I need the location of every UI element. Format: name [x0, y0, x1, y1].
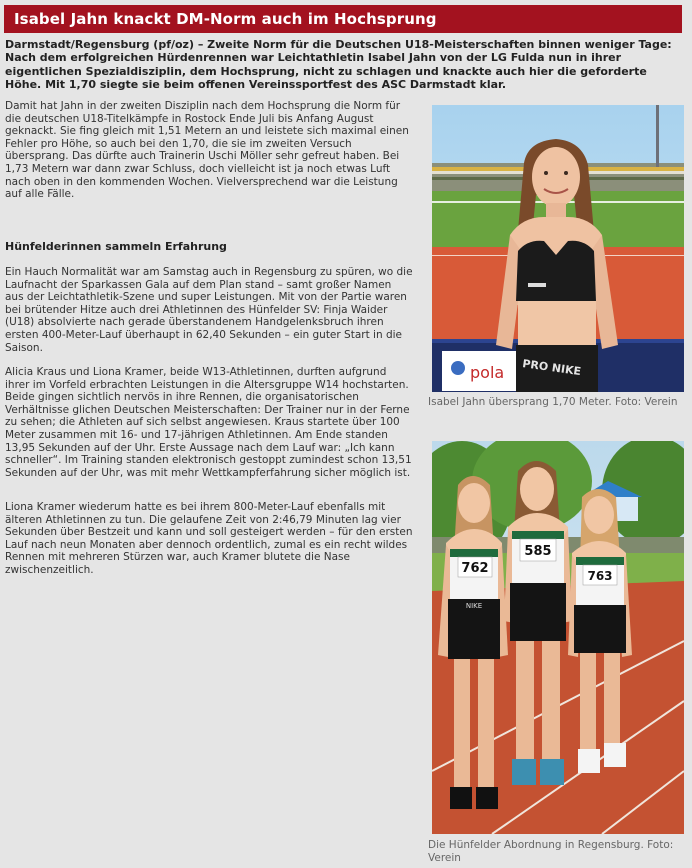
- article-lead: Darmstadt/Regensburg (pf/oz) – Zweite Norm für die Deutschen U18-Meisterschaften binnen weniger Tage: Nach dem erfolgreichen Hürdenrennen war Leichtathletin Isabel Jahn von der LG Fulda nun in ihrer eigentlichen Spezialdisziplin, dem Hochsprung, nicht zu schlagen und knackte auch hier die geforderte Höhe. Mit 1,70 siegte sie beim offenen Vereinssportfest des ASC Darmstadt klar.: [5, 38, 672, 92]
- photo-huenfelder-team-illustration: [432, 441, 684, 834]
- paragraph-text: Ein Hauch Normalität war am Samstag auch in Regensburg zu spüren, wo die Laufnacht der Sparkassen Gala auf dem Plan stand – samt großer Namen aus der Leichtathletik-Szene und super Leistungen. Mit von der Partie waren bei brütender Hitze auch drei Athletinnen des Hünfelder SV: Finja Waider (U18) absolvierte nach gerade überstandenem Handgelenksbruch ihren ersten 400-Meter-Lauf überhaupt in 62,40 Sekunden – ein guter Start in die Saison.: [5, 266, 413, 354]
- sponsor-text: pola: [470, 363, 505, 382]
- paragraph-text: Alicia Kraus und Liona Kramer, beide W13-Athletinnen, durften aufgrund ihrer im Vorfeld erbrachten Leistungen in die Altersgruppe W14 hochstarten. Beide gingen sichtlich nervös in ihre Rennen, die organisatorischen Verhältnisse glichen Deutschen Meisterschaften: Der Trainer nur in der Ferne zu sehen; die Athleten auf sich selbst angewiesen. Kraus startete über 100 Meter zusammen mit 16- und 17-jährigen Athletinnen. Am Ende standen 13,95 Sekunden auf der Uhr. Erste Aussage nach dem Lauf war: „Ich kann schneller“. Im Training standen elektronisch gestoppt zumindest schon 13,51 Sekunden auf der Uhr, was mit mehr Wettkampferfahrung sicher möglich ist.: [5, 366, 412, 479]
- photo-huenfelder-team: [432, 441, 684, 834]
- bib-number: 585: [524, 544, 552, 559]
- paragraph-text: Damit hat Jahn in der zweiten Disziplin nach dem Hochsprung die Norm für die deutschen U18-Titelkämpfe in Rostock Ende Juli bis Anfang August geknackt. Sie fing gleich mit 1,51 Metern an und leistete sich maximal einen Fehler pro Höhe, so auch bei den 1,70, die sie im zweiten Versuch übersprang. Das dürfte auch Trainerin Uschi Möller sehr gefreut haben. Bei 1,73 Metern war dann zwar Schluss, doch vielleicht ist ja noch etwas Luft nach oben in den kommenden Wochen. Vielversprechend war die Leistung auf alle Fälle.: [5, 100, 409, 201]
- photo-isabel-jahn-illustration: [432, 105, 684, 392]
- article-paragraph-3: [5, 366, 413, 479]
- shirt-text: PRO NIKE: [521, 357, 582, 379]
- article-paragraph-2: [5, 266, 413, 354]
- bib-number: 763: [587, 569, 613, 583]
- article-paragraph-1: [5, 100, 413, 201]
- article-paragraph-4: [5, 501, 413, 577]
- bib-number: 762: [461, 561, 489, 576]
- waistband-text: NIKE: [465, 602, 483, 610]
- photo-caption-2: Die Hünfelder Abordnung in Regensburg. Foto: Verein: [428, 839, 674, 864]
- photo-caption-1: Isabel Jahn übersprang 1,70 Meter. Foto: Verein: [428, 396, 678, 408]
- paragraph-text: Liona Kramer wiederum hatte es bei ihrem 800-Meter-Lauf ebenfalls mit älteren Athletinnen zu tun. Die gelaufene Zeit von 2:46,79 Minuten lag vier Sekunden über Bestzeit und kann und soll gesteigert werden – für den ersten Lauf nach neun Monaten aber dennoch ordentlich, zumal es ein recht wildes Rennen mit mehreren Stürzen war, auch Kramer blutete die Nase zwischenzeitlich.: [5, 501, 413, 576]
- section-subheading: Hünfelderinnen sammeln Erfahrung: [5, 240, 227, 253]
- article-title: Isabel Jahn knackt DM-Norm auch im Hochsprung: [4, 5, 682, 33]
- photo-isabel-jahn: [432, 105, 684, 392]
